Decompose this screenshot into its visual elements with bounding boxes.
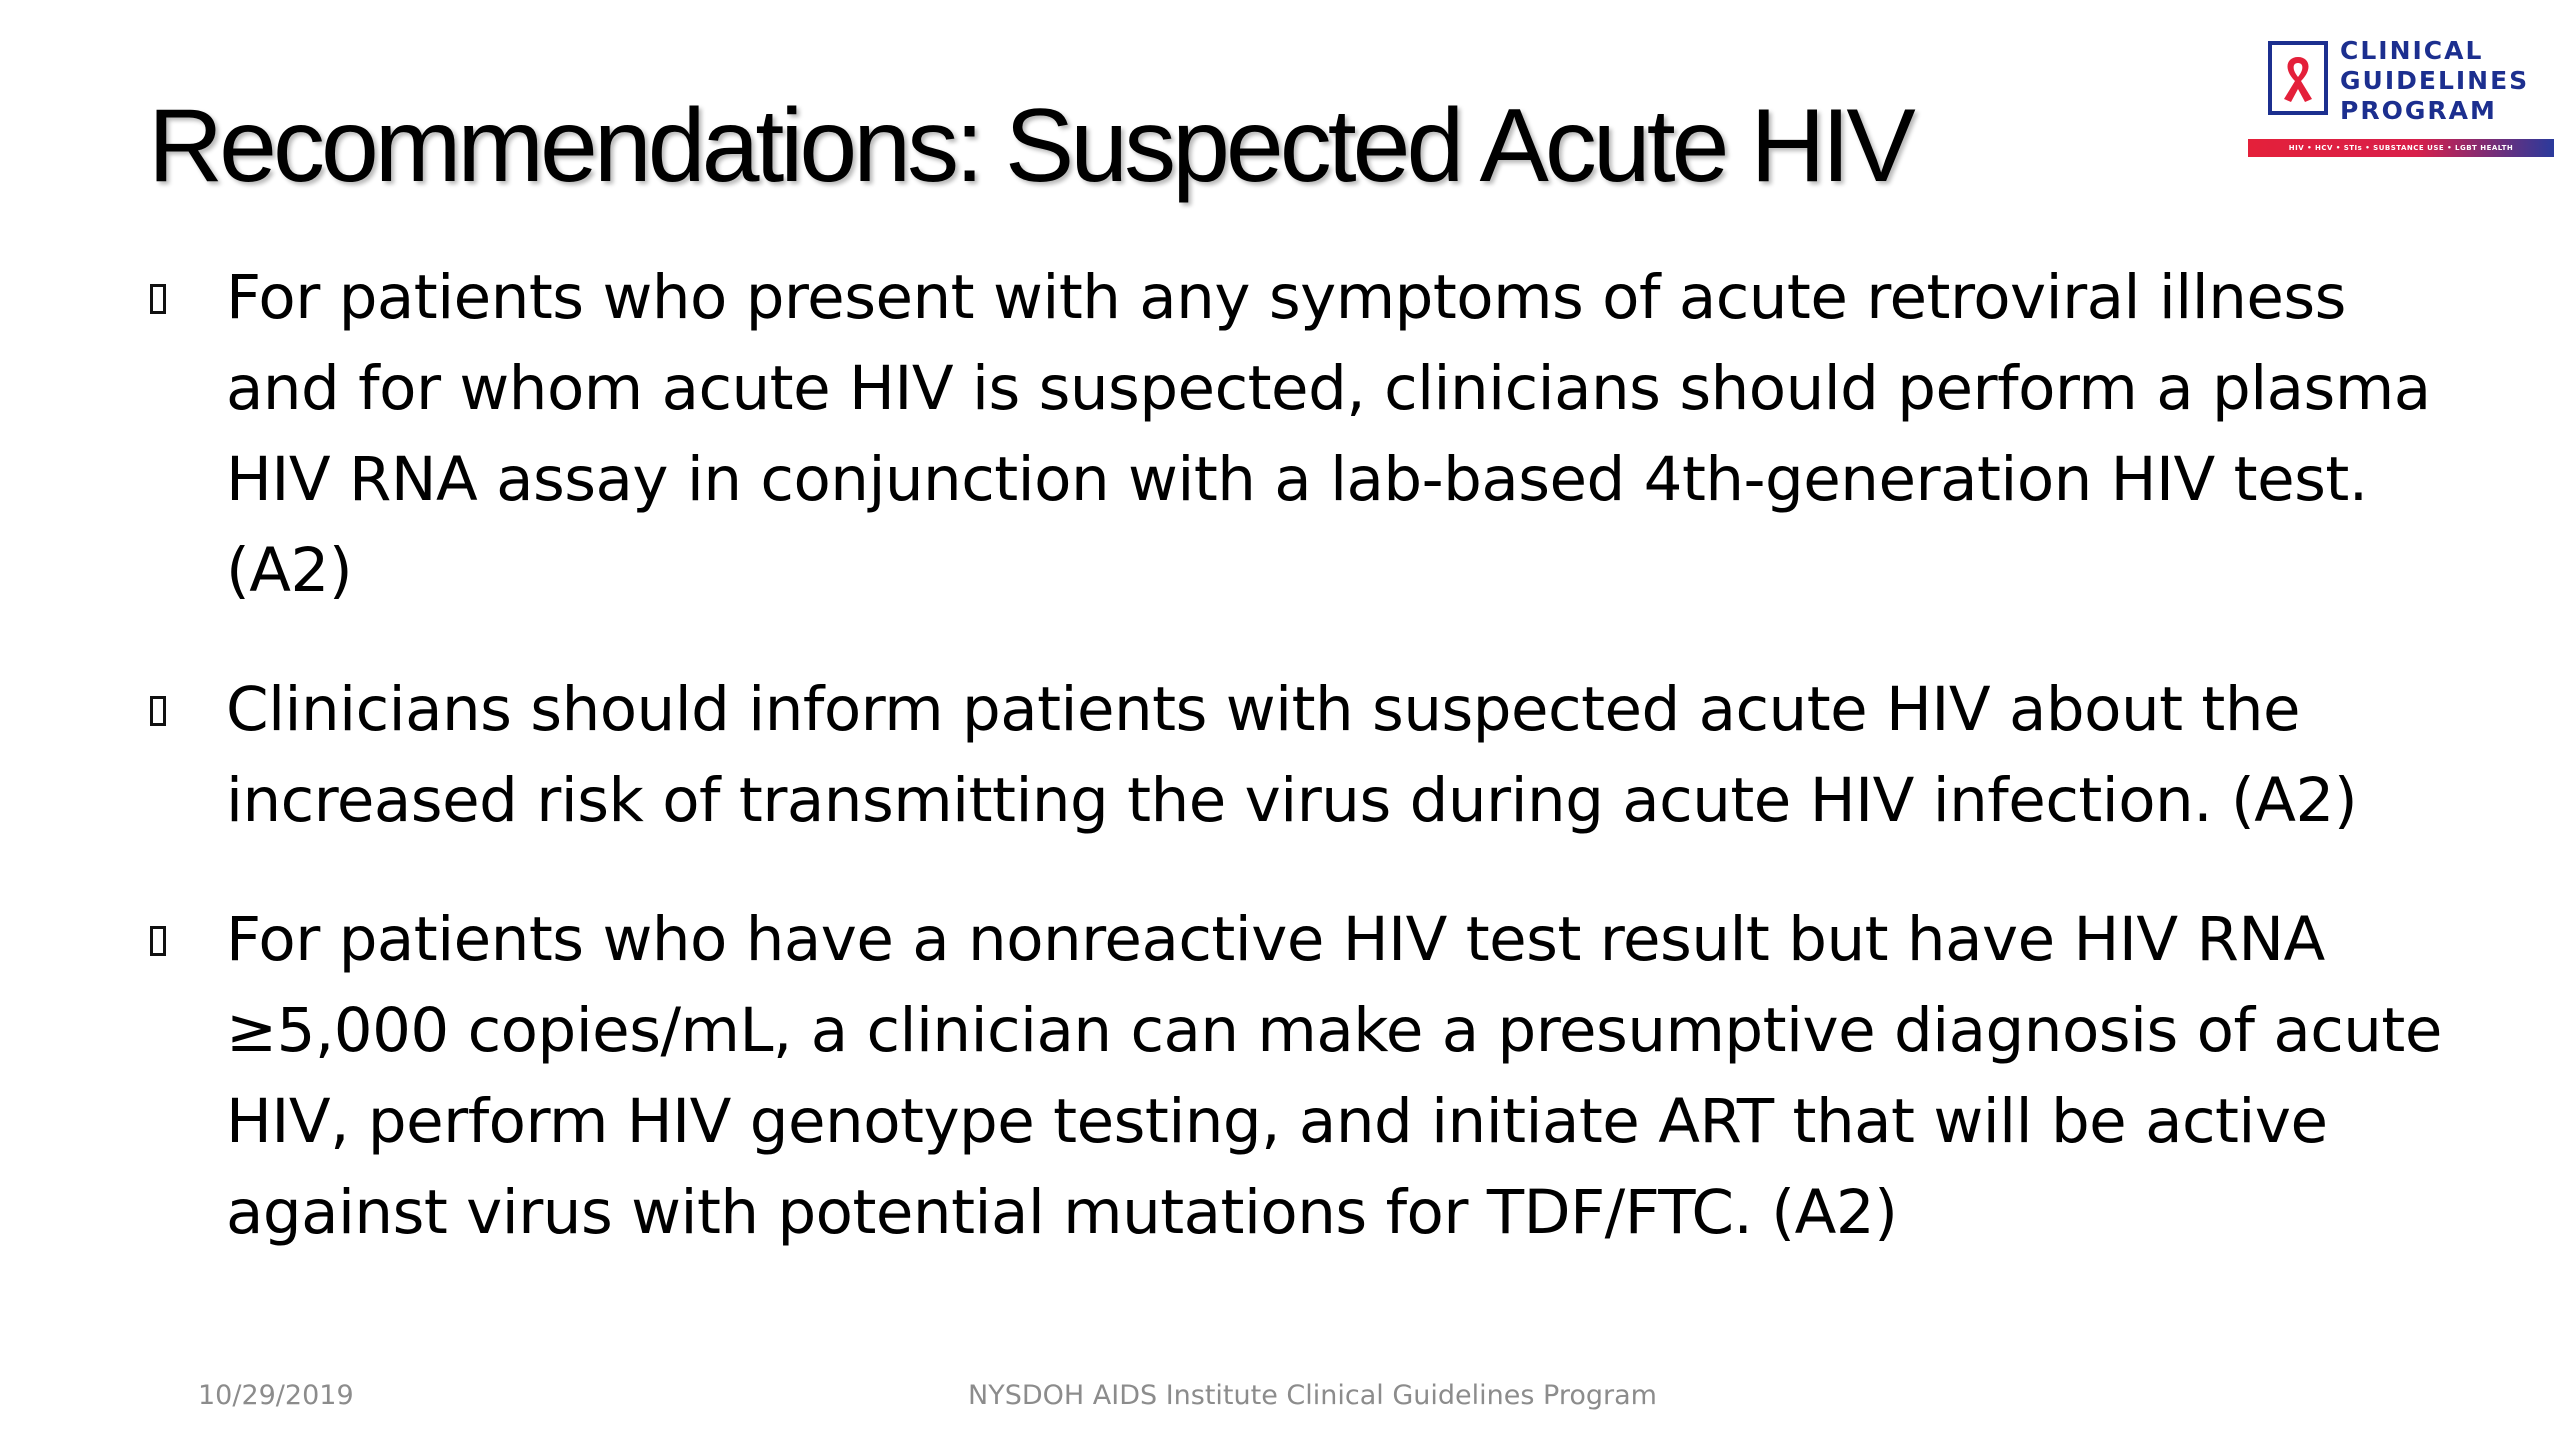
clinical-guidelines-logo: [2248, 36, 2556, 162]
rectangle-bullet-icon: [150, 284, 166, 314]
rectangle-bullet-icon: [150, 696, 166, 726]
logo-emblem: [2268, 41, 2328, 115]
logo-line-program: PROGRAM: [2340, 96, 2497, 125]
recommendation-item: [148, 252, 2448, 616]
logo-line-guidelines: GUIDELINES: [2340, 66, 2530, 95]
recommendation-list: [148, 252, 2448, 1258]
recommendation-item: [148, 894, 2448, 1258]
logo-wordmark: [2340, 36, 2529, 126]
logo-line-clinical: CLINICAL: [2340, 36, 2484, 65]
rectangle-bullet-icon: [150, 926, 166, 956]
recommendation-text: For patients who have a nonreactive HIV test result but have HIV RNA ≥5,000 copies/mL, a clinician can make a presumptive diagnosis of acute HIV, perform HIV genotype testing, and initiate ART that will be active against virus with potential mutations for TDF/FTC. (A2): [226, 904, 2442, 1248]
logo-tagline-bar: HIV • HCV • STIs • SUBSTANCE USE • LGBT HEALTH: [2248, 139, 2554, 157]
recommendation-item: [148, 664, 2448, 846]
recommendation-text: Clinicians should inform patients with suspected acute HIV about the increased risk of transmitting the virus during acute HIV infection. (A2): [226, 674, 2358, 836]
recommendation-text: For patients who present with any symptoms of acute retroviral illness and for whom acute HIV is suspected, clinicians should perform a plasma HIV RNA assay in conjunction with a lab-based 4th-generation HIV test. (A2): [226, 262, 2431, 606]
red-awareness-ribbon-icon: [2278, 53, 2318, 105]
slide-title: Recommendations: Suspected Acute HIV: [148, 88, 1912, 204]
footer-program-name: NYSDOH AIDS Institute Clinical Guidelines Program: [968, 1380, 1657, 1411]
footer-date: 10/29/2019: [198, 1380, 354, 1411]
